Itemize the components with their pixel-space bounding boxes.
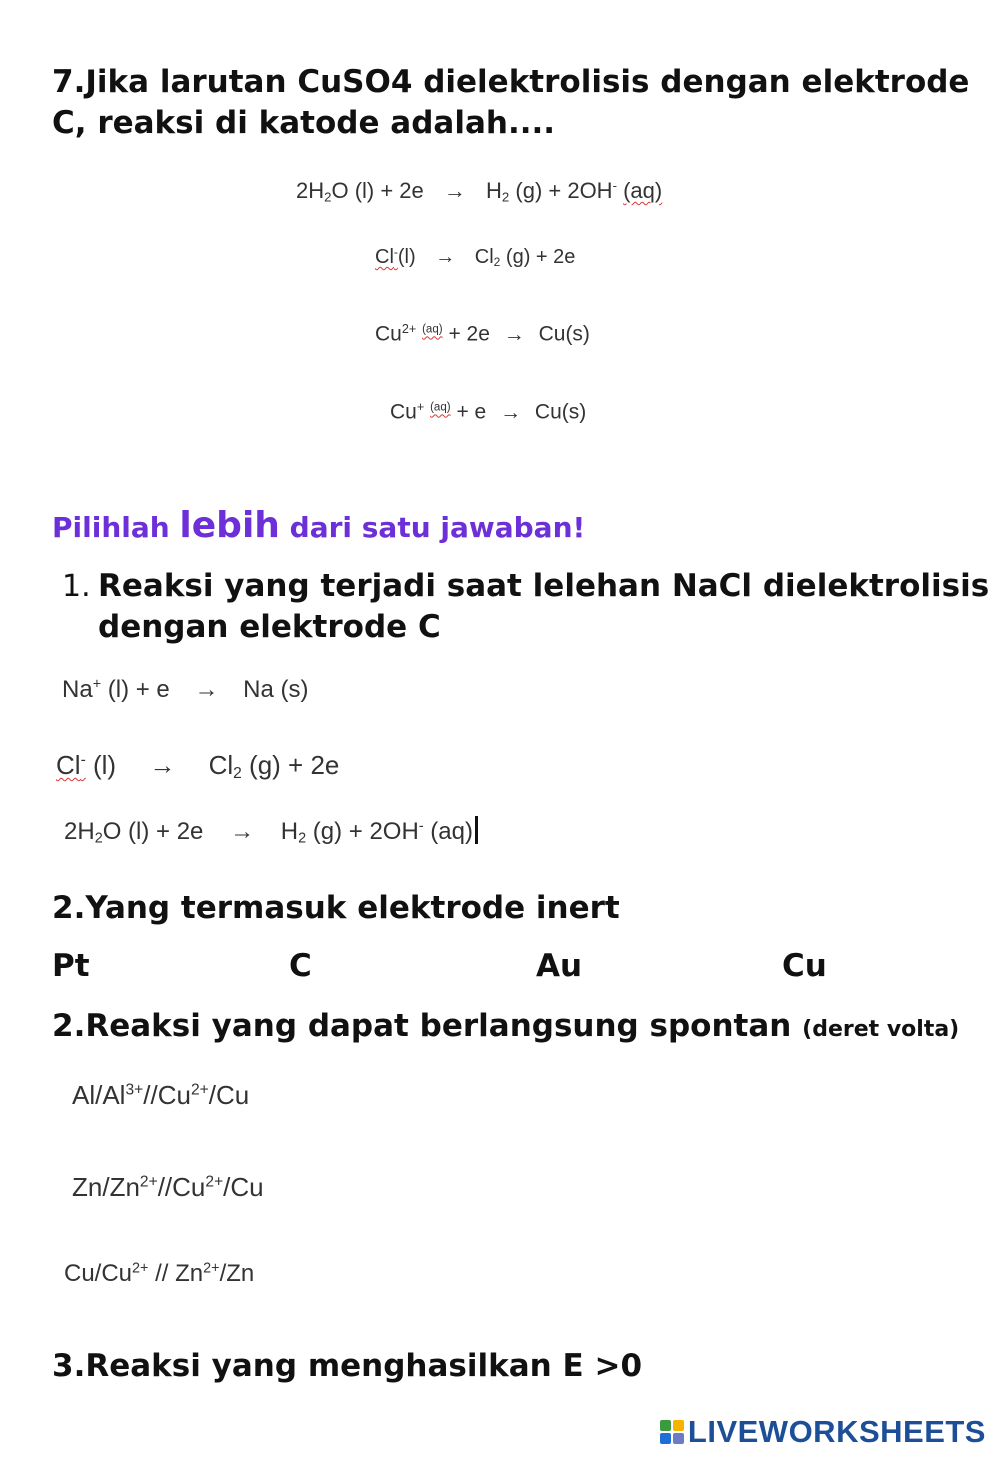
question-1-number: 1. [62,569,91,604]
q1-option-sodium-reduction[interactable]: Na+ (l) + e → Na (s) [62,676,309,703]
q1-option-water-reduction[interactable]: $2H_2O$ $(l) + 2e \to H_2$ (g) + 2OH- (aq) [64,816,478,847]
arrow-icon: → [149,750,176,780]
question-1-text: Reaksi yang terjadi saat lelehan NaCl dielektrolisis dengan elektrode C [98,568,990,645]
q7-option-copper2-reduction[interactable]: $Cu^{2+}$ $^{(aq)}$ + 2e → Cu(s) [375,322,590,346]
arrow-icon: → [435,246,456,269]
q1-option-chloride-oxidation[interactable]: Cl- $(l) \to Cl_2$ (g) + 2e [56,750,340,782]
question-3-text: 3.Reaksi yang menghasilkan E >0 [52,1348,643,1384]
q7-option-copper1-reduction[interactable]: Cu+ $^{(aq)}$ + e → Cu(s) [390,400,587,424]
answer-pt[interactable]: Pt [52,948,90,984]
arrow-icon: → [503,322,525,346]
question-7-text: 7.Jika larutan CuSO4 dielektrolisis dengan elektrode C, reaksi di katode adalah.... [52,64,970,141]
arrow-icon: → [443,178,466,203]
q7-option-water-reduction[interactable]: $2H_2O$ $(l) + 2e \to H_2$ (g) + 2OH- (aq) [296,178,663,205]
arrow-icon: → [230,818,255,845]
answer-cu[interactable]: Cu [782,948,827,984]
q2b-option-al-cu[interactable]: $Al/Al^{3+}//Cu^{2+}/Cu$ [72,1080,250,1110]
question-2a-text: 2.Yang termasuk elektrode inert [52,890,620,926]
instruction-text: Pilihlah lebih dari satu jawaban! [52,505,586,546]
q7-option-chloride-oxidation[interactable]: $Cl^-(l) \to Cl_2$ (g) + 2e [375,245,576,270]
arrow-icon: → [500,400,522,424]
answer-au[interactable]: Au [536,948,583,984]
liveworksheets-logo: LIVEWORKSHEETS [660,1414,986,1450]
answer-c[interactable]: C [289,948,312,984]
arrow-icon: → [194,676,219,703]
question-2b-text: 2.Reaksi yang dapat berlangsung spontan (deret volta) [52,1008,960,1044]
logo-grid-icon [660,1420,684,1444]
text-cursor [475,816,478,844]
q2b-option-zn-cu[interactable]: $Zn/Zn^{2+}//Cu^{2+}/Cu$ [72,1172,264,1202]
q2b-option-cu-zn[interactable]: $Cu/Cu^{2+} // Zn^{2+}/Zn$ [64,1260,255,1287]
